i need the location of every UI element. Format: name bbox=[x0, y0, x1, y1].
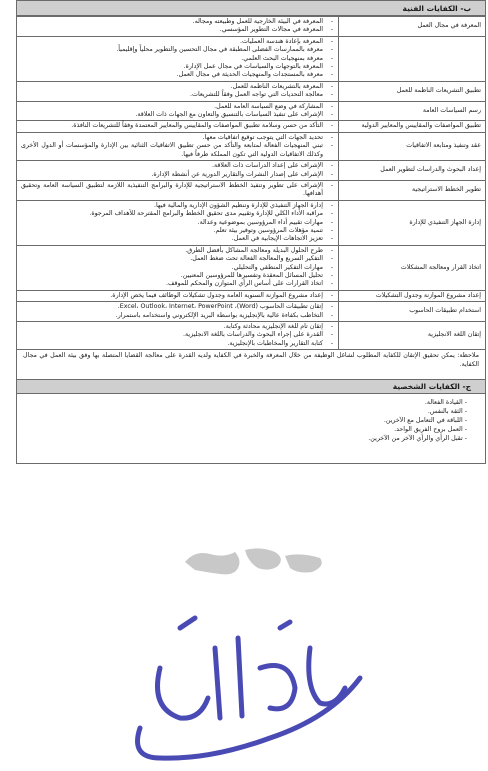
table-row bbox=[17, 180, 486, 200]
table-row bbox=[17, 200, 486, 245]
list-item: - مهارات التفكير المنطقي والتحليلي. bbox=[21, 264, 323, 272]
list-item: - الإشراف على إصدار النشرات والتقارير الدورية عن أنشطة الإدارة. bbox=[21, 171, 323, 179]
list-item: - إتقان تام للغة الإنجليزية محادثة وكتابة. bbox=[21, 323, 323, 331]
table-row bbox=[17, 121, 486, 132]
list-item: - القدرة على إجراء البحوث والدراسات باللغة الانجليزية. bbox=[21, 331, 323, 339]
table-row bbox=[17, 132, 486, 160]
list-item: - المعرفة بإعادة هندسة العمليات. bbox=[21, 38, 323, 46]
watermark-logo bbox=[120, 593, 370, 768]
list-item: - تحديد الجهات التي يتوجب توقيع اتفاقيات معها. bbox=[21, 134, 323, 142]
list-item: - تبني المنهجيات الفعالة لمتابعة والتأكد من حسن تطبيق الاتفاقيات الثنائية بين الإدارة والمؤسسات أو الدول الأخرى وكذلك الاتفاقيات الدولية التي تكون المملكة طرفاً فيها. bbox=[21, 142, 323, 159]
list-item: - تحليل المسائل المعقدة وتفسيرها للمرؤوسين المعنيين. bbox=[21, 272, 323, 280]
list-item: - إعداد مشروع الموازنة السنوية العامة وجدول تشكيلات الوظائف فيما يخص الإدارة. bbox=[21, 292, 323, 300]
competency-description bbox=[17, 302, 339, 322]
table-row bbox=[17, 161, 486, 181]
list-item: - الإشراف على إعداد الدراسات ذات العلاقة. bbox=[21, 162, 323, 170]
competency-label: عقد وتنفيذ ومتابعة الاتفاقيات bbox=[339, 132, 486, 160]
technical-competencies-header: ب- الكفايات الفنية bbox=[16, 0, 486, 16]
table-row bbox=[17, 302, 486, 322]
table-row bbox=[17, 36, 486, 81]
list-item: - التأكد من حسن وسلامة تطبيق المواصفات والمقاييس والمعايير المعتمدة وفقاً للتشريعات النافذة. bbox=[21, 122, 323, 130]
list-item: - معرفة بالمستجدات والمنهجيات الحديثة في مجال العمل. bbox=[21, 71, 323, 79]
competency-description bbox=[17, 290, 339, 301]
competency-label: تطبيق التشريعات الناظمة للعمل bbox=[339, 81, 486, 101]
table-row bbox=[17, 17, 486, 37]
competency-label: اتخاذ القرار ومعالجة المشكلات bbox=[339, 245, 486, 290]
competency-description bbox=[17, 36, 339, 81]
list-item: - كتابة التقارير والمخاطبات بالإنجليزية. bbox=[21, 340, 323, 348]
competency-label: استخدام تطبيقات الحاسوب bbox=[339, 302, 486, 322]
list-item: - التفكير السريع والمعالجة الفعالة تحت ضغط العمل. bbox=[21, 255, 323, 263]
note-paragraph: ملاحظة: يمكن تحقيق الإتقان للكفاية المطلوب لشاغل الوظيفة من خلال المعرفة والخبرة في الكفاية ولديه القدرة على معالجة القضايا المتصلة بها وفق بيئة العمل في مجال الكفاية. bbox=[16, 350, 486, 380]
table-row bbox=[17, 290, 486, 301]
competency-label: إعداد مشروع الموازنة وجدول التشكيلات bbox=[339, 290, 486, 301]
list-item: - معرفة بالممارسات الفضلى المطبقة في مجال التحسين والتطوير محلياً وإقليمياً. bbox=[21, 46, 323, 54]
competency-label: إدارة الجهاز التنفيذي للإدارة bbox=[339, 200, 486, 245]
competency-description bbox=[17, 180, 339, 200]
list-item: - المعرفة بالتشريعات الناظمة للعمل. bbox=[21, 83, 323, 91]
competency-label bbox=[339, 36, 486, 81]
personal-competencies-box bbox=[16, 394, 486, 464]
list-item: - إدارة الجهاز التنفيذي للإدارة وتنظيم الشؤون الإدارية والمالية فيها. bbox=[21, 202, 323, 210]
list-item: - القيادة الفعالة. bbox=[25, 398, 467, 407]
competency-label: رسم السياسات العامة bbox=[339, 101, 486, 121]
competency-description bbox=[17, 81, 339, 101]
list-item: - المعرفة في مجالات التطوير المؤسسي. bbox=[21, 26, 323, 34]
competency-label: إعداد البحوث والدراسات لتطوير العمل bbox=[339, 161, 486, 181]
list-item: - تنمية مؤهلات المرؤوسين وتوفير بيئة تعلم. bbox=[21, 227, 323, 235]
list-item: - التخاطب بكفاءة عالية بالإنجليزية بواسطة البريد الإلكتروني واستخدامه باستمرار. bbox=[21, 312, 323, 320]
list-item: - المعرفة بالتوجهات والسياسات في مجال عمل الإدارة. bbox=[21, 63, 323, 71]
list-item: - المعرفة في البيئة الخارجية للعمل وطبيعته ومجاله. bbox=[21, 18, 323, 26]
competency-description bbox=[17, 322, 339, 350]
table-row bbox=[17, 81, 486, 101]
list-item: - تعزيز الاتجاهات الإيجابية في العمل. bbox=[21, 235, 323, 243]
list-item: - طرح الحلول البديلة ومعالجة المشاكل بأفضل الطرق. bbox=[21, 247, 323, 255]
table-row bbox=[17, 101, 486, 121]
competency-description bbox=[17, 121, 339, 132]
competency-description bbox=[17, 132, 339, 160]
list-item: - الثقة بالنفس. bbox=[25, 407, 467, 416]
list-item: - معرفة بمنهجيات البحث العلمي. bbox=[21, 55, 323, 63]
competencies-table bbox=[16, 16, 486, 350]
list-item: - اللباقة في التعامل مع الآخرين. bbox=[25, 416, 467, 425]
competency-description bbox=[17, 161, 339, 181]
world-map-watermark bbox=[180, 542, 330, 582]
list-item: - العمل بروح الفريق الواحد. bbox=[25, 425, 467, 434]
list-item: - إتقان تطبيقات الحاسوب (Word)، Excel، Outlook، Internet، PowerPoint. bbox=[21, 303, 323, 311]
table-row bbox=[17, 245, 486, 290]
list-item: - معالجة التحديات التي تواجه العمل وفقاً للتشريعات. bbox=[21, 91, 323, 99]
competency-description bbox=[17, 101, 339, 121]
competency-label: تطبيق المواصفات والمقاييس والمعايير الدولية bbox=[339, 121, 486, 132]
competency-description bbox=[17, 245, 339, 290]
competency-label: إتقان اللغة الانجليزية bbox=[339, 322, 486, 350]
watermark-text: إعداد اليوم bbox=[120, 593, 192, 612]
table-row bbox=[17, 322, 486, 350]
list-item: - مهارات تقييم أداء المرؤوسين بموضوعية وعدالة. bbox=[21, 219, 323, 227]
competency-description bbox=[17, 17, 339, 37]
competency-label: المعرفة في مجال العمل bbox=[339, 17, 486, 37]
list-item: - تقبل الرأي والرأي الآخر من الآخرين. bbox=[25, 434, 467, 443]
competency-description bbox=[17, 200, 339, 245]
personal-competencies-header: ج- الكفايات الشخصية bbox=[16, 380, 486, 394]
list-item: - الإشراف على تنفيذ السياسات بالتنسيق والتعاون مع الجهات ذات العلاقة. bbox=[21, 111, 323, 119]
list-item: - الإشراف على تطوير وتنفيذ الخطط الاستراتيجية للإدارة والبرامج التنفيذية اللازمة لتطبيق السياسة العامة وتحقيق أهدافها. bbox=[21, 182, 323, 199]
personal-competencies-list bbox=[25, 398, 477, 443]
competency-label: تطوير الخطط الاستراتيجية bbox=[339, 180, 486, 200]
list-item: - مراقبة الأداء الكلي للإدارة وتقييم مدى تحقيق الخطط والبرامج المقترحة للأهداف المرجوة. bbox=[21, 210, 323, 218]
list-item: - المشاركة في وضع السياسة العامة للعمل. bbox=[21, 103, 323, 111]
list-item: - اتخاذ القرارات على أساس الرأي المتوازن والمحكم للموقف. bbox=[21, 280, 323, 288]
